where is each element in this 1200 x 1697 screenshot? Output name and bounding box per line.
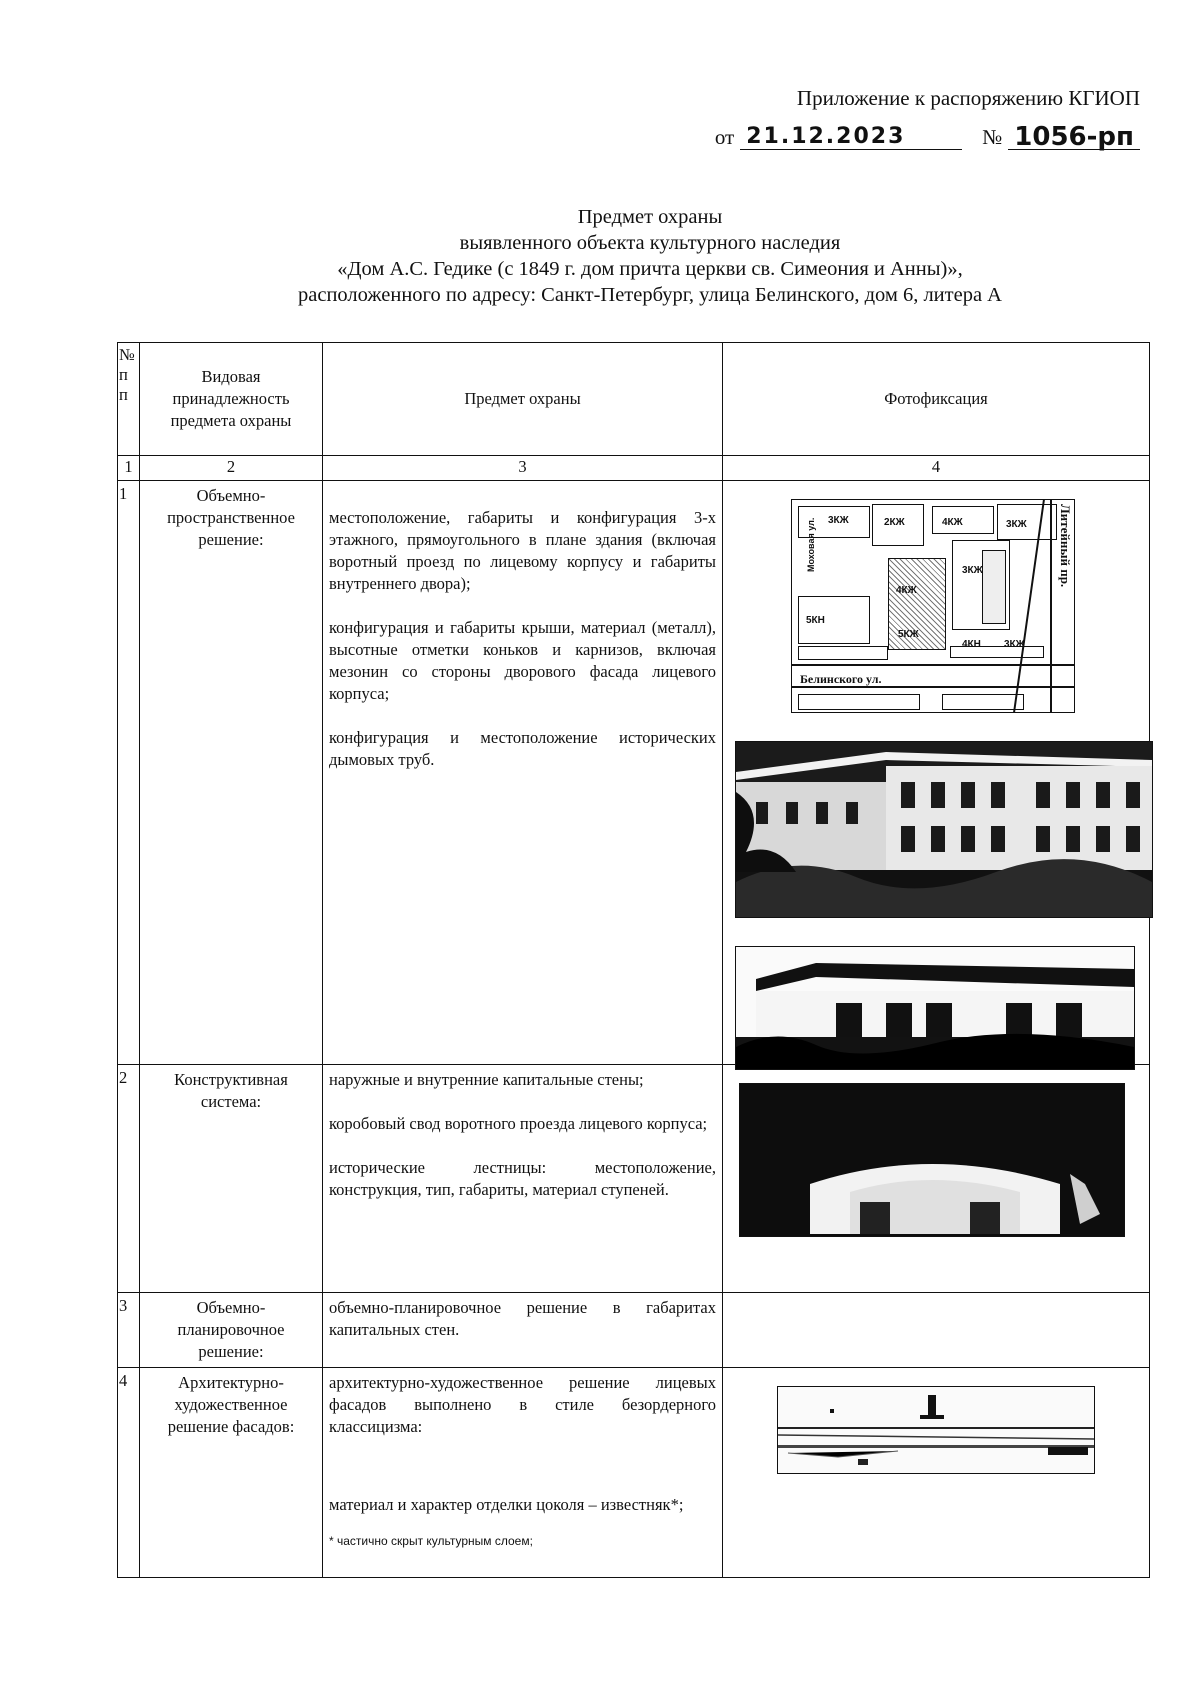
table-row bbox=[118, 481, 1150, 1065]
building-street-photo bbox=[735, 741, 1153, 918]
subject-item: конфигурация и габариты крыши, материал (металл), высотные отметки коньков и карнизов, включая мезонин со стороны дворового фасада лицевого корпуса; bbox=[329, 618, 716, 703]
map-label: 3КЖ bbox=[828, 515, 849, 526]
title-line-4: расположенного по адресу: Санкт-Петербург, улица Белинского, дом 6, литера А bbox=[298, 284, 1002, 306]
column-number: 3 bbox=[323, 456, 723, 481]
row-category: Архитектурно-художественное решение фасадов: bbox=[140, 1368, 323, 1578]
subject-item: конфигурация и местоположение исторических дымовых труб. bbox=[329, 728, 716, 769]
row-number: 2 bbox=[118, 1065, 140, 1293]
plinth-facade-photo bbox=[777, 1386, 1095, 1474]
title-line-1: Предмет охраны bbox=[577, 206, 723, 228]
table-column-numbers bbox=[118, 456, 1150, 481]
map-label: 3КЖ bbox=[962, 565, 983, 576]
table-row bbox=[118, 1368, 1150, 1578]
map-label: 3КЖ bbox=[1006, 519, 1027, 530]
title-line-2: выявленного объекта культурного наследия bbox=[459, 232, 841, 254]
order-date: 21.12.2023 bbox=[740, 125, 962, 150]
order-number-prefix: № bbox=[982, 125, 1003, 149]
order-number: 1056-рп bbox=[1008, 125, 1140, 150]
map-label: 4КЖ bbox=[942, 517, 963, 528]
column-number: 4 bbox=[723, 456, 1150, 481]
row-subject bbox=[323, 1065, 723, 1293]
row-category: Объемно-планировочное решение: bbox=[140, 1293, 323, 1368]
site-plan-map-image bbox=[791, 499, 1075, 713]
subject-item: архитектурно-художественное решение лицевых фасадов выполнено в стиле безордерного классицизма: bbox=[329, 1373, 716, 1436]
map-street-right: Литейный пр. bbox=[1058, 504, 1073, 588]
protection-subject-table bbox=[117, 342, 1150, 1578]
appendix-header bbox=[600, 86, 1140, 150]
row-number: 1 bbox=[118, 481, 140, 1065]
row-category: Конструктивная система: bbox=[140, 1065, 323, 1293]
roof-photo bbox=[735, 946, 1135, 1070]
map-street-bottom: Белинского ул. bbox=[800, 672, 882, 686]
map-label: 4КН bbox=[962, 639, 981, 650]
footnote: * частично скрыт культурным слоем; bbox=[329, 1534, 533, 1548]
map-label: 4КЖ bbox=[896, 585, 917, 596]
table-header-row bbox=[118, 343, 1150, 456]
row-subject bbox=[323, 481, 723, 1065]
subject-item: исторические лестницы: местоположение, конструкция, тип, габариты, материал ступеней. bbox=[329, 1158, 716, 1199]
order-line bbox=[600, 122, 1140, 152]
map-lane-label: Моховая ул. bbox=[806, 517, 816, 572]
row-subject bbox=[323, 1293, 723, 1368]
map-label: 5КН bbox=[806, 615, 825, 626]
gateway-vault-photo bbox=[739, 1083, 1125, 1237]
row-number: 3 bbox=[118, 1293, 140, 1368]
subject-item: материал и характер отделки цоколя – известняк*; bbox=[329, 1495, 684, 1514]
table-row bbox=[118, 1293, 1150, 1368]
subject-item: коробовый свод воротного проезда лицевого корпуса; bbox=[329, 1114, 708, 1133]
row-photos bbox=[723, 1368, 1150, 1578]
header-number: № п п bbox=[118, 343, 140, 456]
subject-item: объемно-планировочное решение в габаритах капитальных стен. bbox=[329, 1298, 716, 1339]
title-line-3: «Дом А.С. Гедике (с 1849 г. дом причта церкви св. Симеония и Анны)», bbox=[337, 258, 963, 280]
document-title bbox=[100, 204, 1200, 308]
subject-item: наружные и внутренние капитальные стены; bbox=[329, 1070, 644, 1089]
row-photos bbox=[723, 481, 1150, 1065]
row-subject bbox=[323, 1368, 723, 1578]
table-row bbox=[118, 1065, 1150, 1293]
row-photos bbox=[723, 1065, 1150, 1293]
header-subject: Предмет охраны bbox=[323, 343, 723, 456]
row-photos-empty bbox=[723, 1293, 1150, 1368]
header-photo: Фотофиксация bbox=[723, 343, 1150, 456]
row-number: 4 bbox=[118, 1368, 140, 1578]
header-category: Видовая принадлежность предмета охраны bbox=[140, 343, 323, 456]
map-label: 2КЖ bbox=[884, 517, 905, 528]
subject-item: местоположение, габариты и конфигурация 3-х этажного, прямоугольного в плане здания (включая воротный проезд по лицевому корпусу и габариты внутреннего двора); bbox=[329, 508, 716, 593]
column-number: 1 bbox=[118, 456, 140, 481]
row-category: Объемно-пространственное решение: bbox=[140, 481, 323, 1065]
column-number: 2 bbox=[140, 456, 323, 481]
appendix-text: Приложение к распоряжению КГИОП bbox=[796, 86, 1140, 110]
order-prefix: от bbox=[714, 125, 735, 149]
map-label: 3КЖ bbox=[1004, 639, 1025, 650]
map-label: 5КЖ bbox=[898, 629, 919, 640]
